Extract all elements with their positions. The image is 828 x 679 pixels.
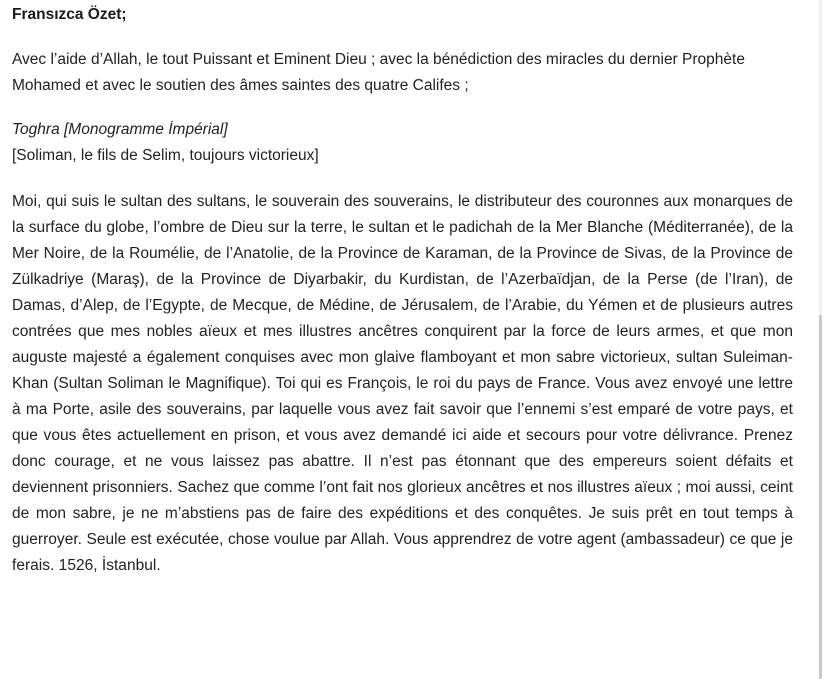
toghra-label: Toghra [Monogramme İmpérial] [12,121,228,138]
intro-paragraph: Avec l’aide d’Allah, le tout Puissant et Eminent Dieu ; avec la bénédiction des miracles du dernier Prophète Mohamed et avec le soutien des âmes saintes des quatre Califes ; [12,51,745,94]
section-heading: Fransızca Özet; [12,6,127,23]
toghra-caption: [Soliman, le fils de Selim, toujours victorieux] [12,147,319,164]
letter-body-paragraph: Moi, qui suis le sultan des sultans, le souverain des souverains, le distributeur des couronnes aux monarques de la surface du globe, l’ombre de Dieu sur la terre, le sultan et le padichah de la Mer Blanche (Méditerranée), de la Mer Noire, de la Roumélie, de l’Anatolie, de la Province de Karaman, de la Province de Sivas, de la Province de Zülkadriye (Maraş), de la Province de Diyarbakir, du Kurdistan, de l’Azerbaïdjan, de la Perse (de l’Iran), de Damas, d’Alep, de l’Egypte, de Mecque, de Médine, de Jérusalem, de l’Arabie, du Yémen et de plusieurs autres contrées que mes nobles aïeux et mes illustres ancêtres conquirent par la force de leurs armes, et que mon auguste majesté a également conquises avec mon glaive flamboyant et mon sabre victorieux, sultan Suleiman-Khan (Sultan Soliman le Magnifique). Toi qui es François, le roi du pays de France. Vous avez envoyé une lettre à ma Porte, asile des souverains, par laquelle vous avez fait savoir que l’ennemi s’est emparé de votre pays, et que vous êtes actuellement en prison, et vous avez demandé ici aide et secours pour votre délivrance. Prenez donc courage, et ne vous laissez pas abattre. Il n’est pas étonnant que des empereurs soient défaits et deviennent prisonniers. Sachez que comme l’ont fait nos glorieux ancêtres et nos illustres aïeux ; moi aussi, ceint de mon sabre, je ne m’abstiens pas de faire des expéditions et des conquêtes. Je suis prêt en tout temps à guerroyer. Seule est exécutée, chose voulue par Allah. Vous apprendrez de votre agent (ambassadeur) ce que je ferais. 1526, İstanbul. [12,193,793,574]
document-content [12,0,793,579]
scrollbar-thumb[interactable] [819,315,822,679]
